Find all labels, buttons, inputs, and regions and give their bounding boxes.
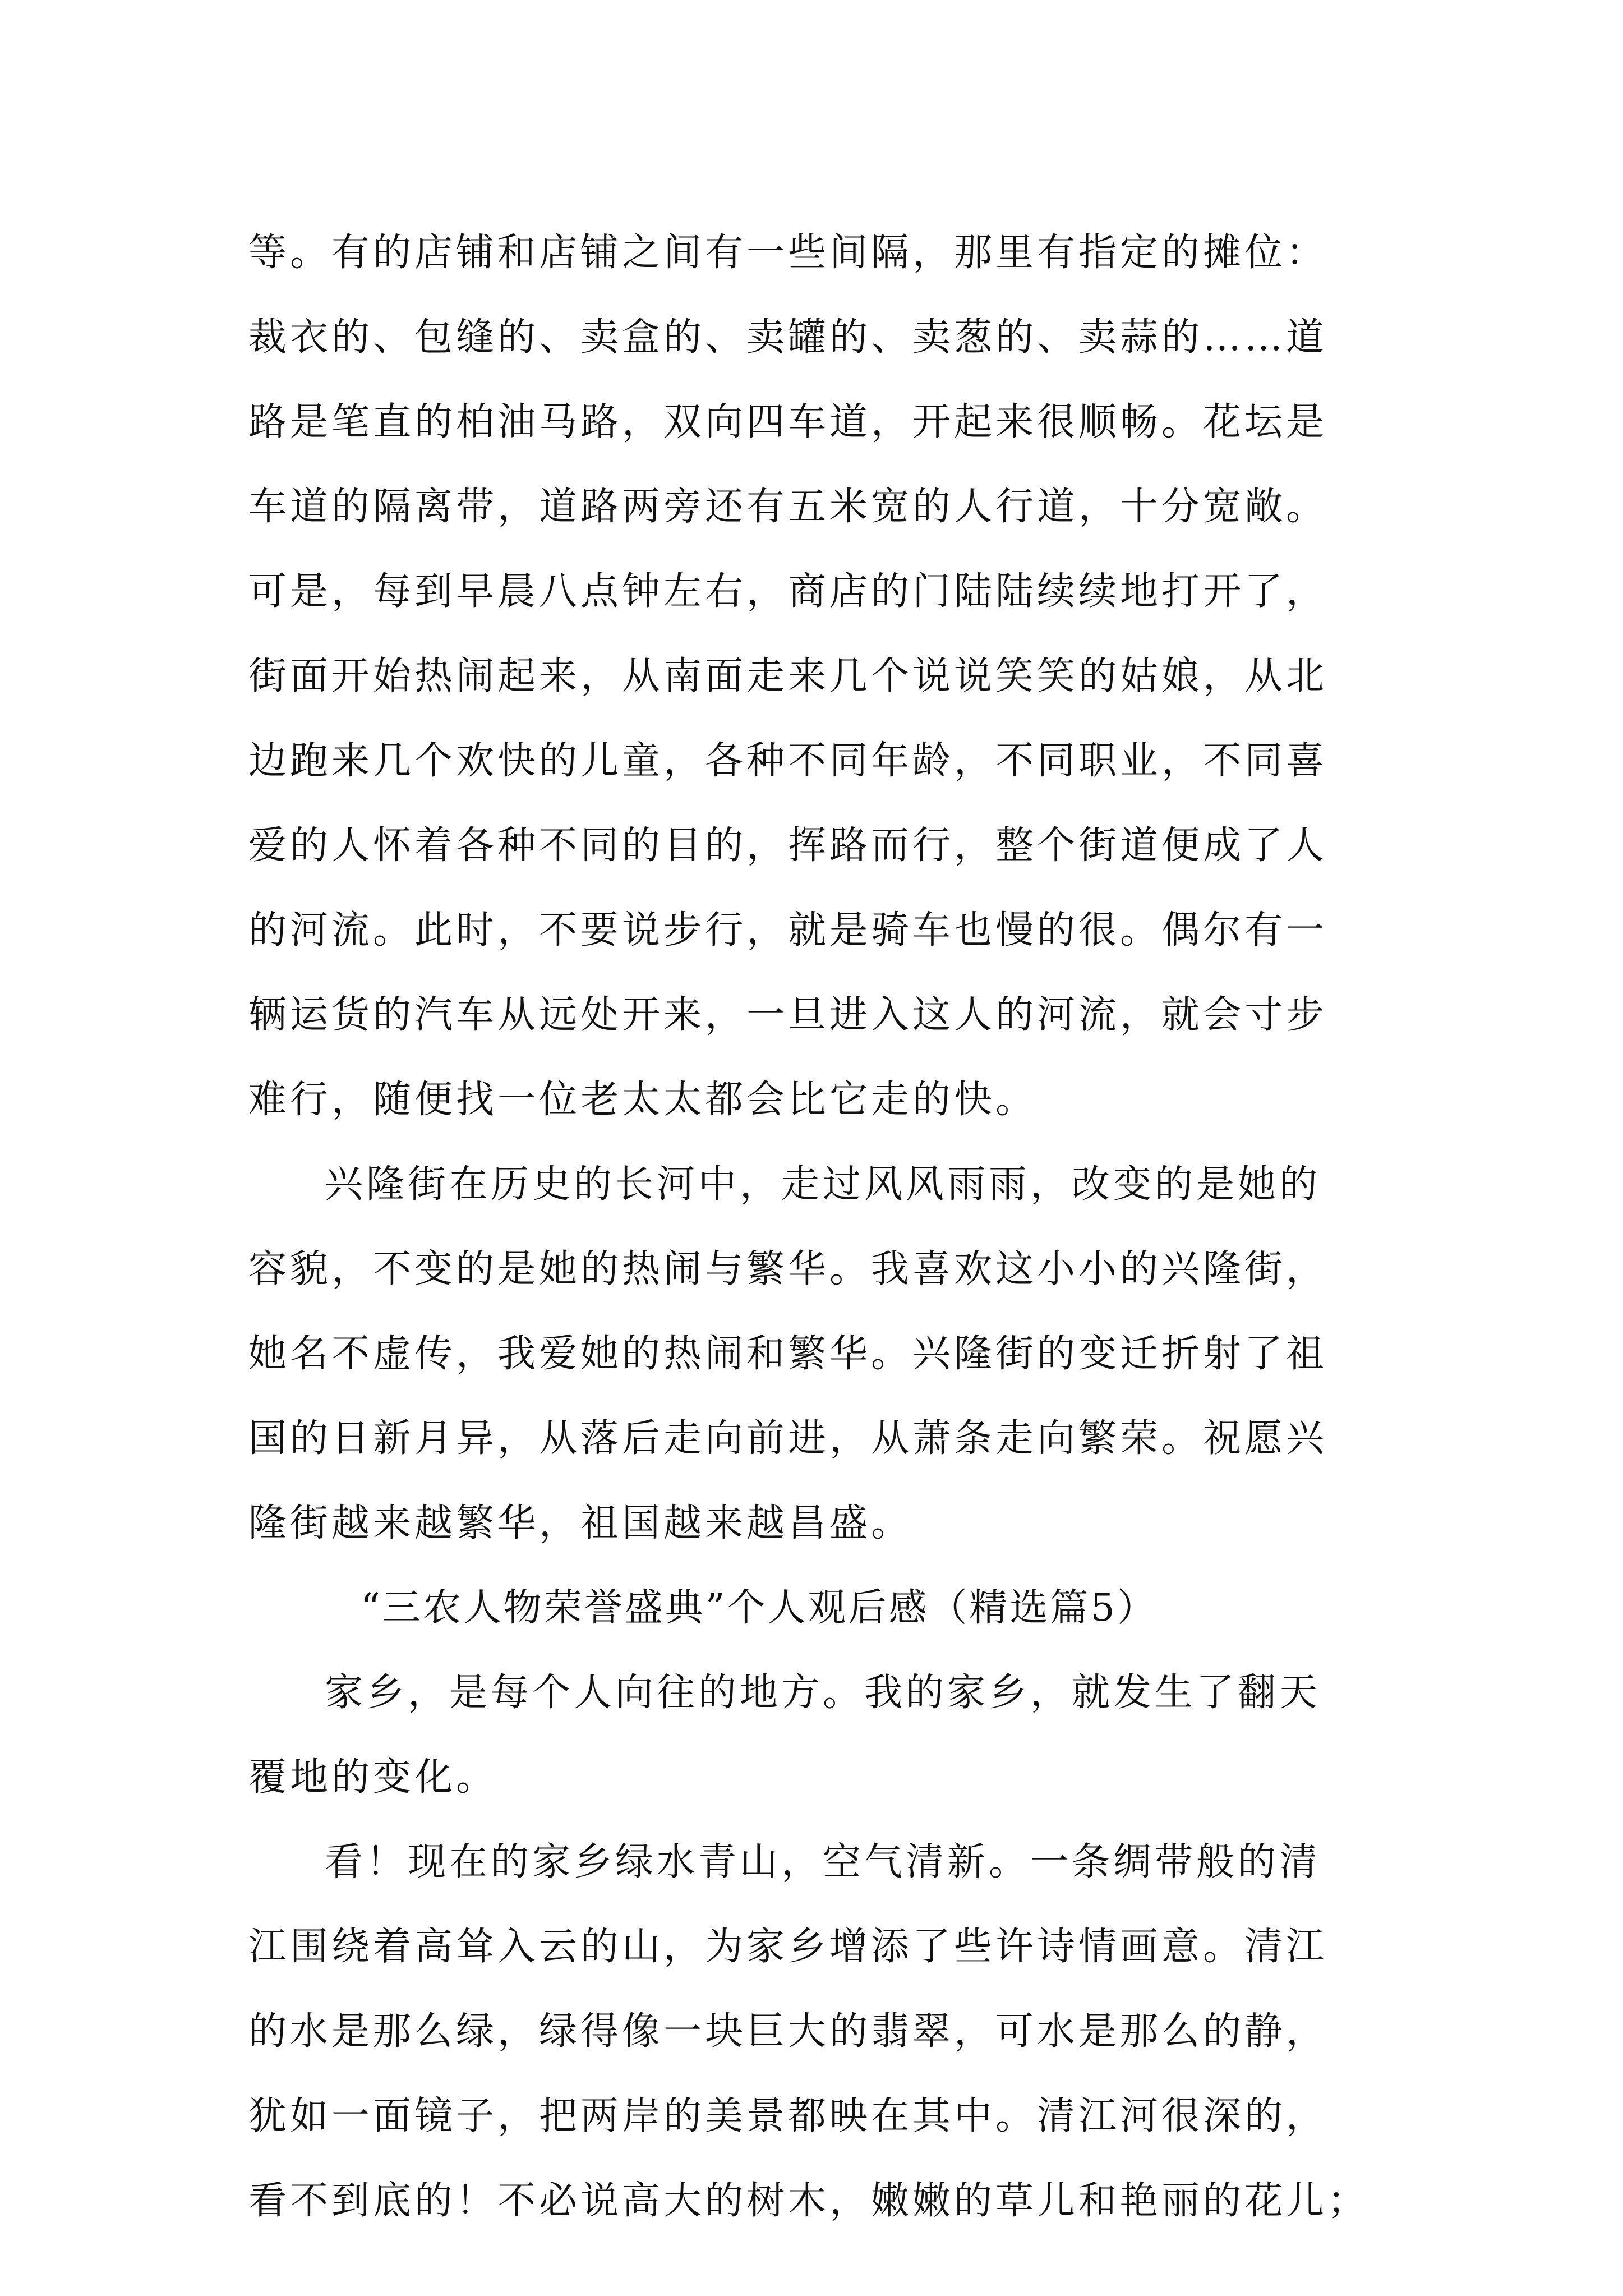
text-line: 辆运货的汽车从远处开来，一旦进入这人的河流，就会寸步 (248, 993, 1328, 1037)
text-line: 隆街越来越繁华，祖国越来越昌盛。 (248, 1501, 913, 1545)
text-line: 覆地的变化。 (248, 1755, 498, 1800)
section-heading: “三农人物荣誉盛典”个人观后感（精选篇5） (361, 1586, 1158, 1630)
text-line: 等。有的店铺和店铺之间有一些间隔，那里有指定的摊位： (248, 231, 1328, 275)
text-line: 车道的隔离带，道路两旁还有五米宽的人行道，十分宽敞。 (248, 485, 1328, 529)
text-line: 的河流。此时，不要说步行，就是骑车也慢的很。偶尔有一 (248, 908, 1328, 953)
text-line: 街面开始热闹起来，从南面走来几个说说笑笑的姑娘，从北 (248, 654, 1328, 698)
text-line: 爱的人怀着各种不同的目的，挥路而行，整个街道便成了人 (248, 823, 1328, 868)
text-line: 看不到底的！不必说高大的树木，嫩嫩的草儿和艳丽的花儿； (248, 2179, 1370, 2223)
body-text (248, 210, 1393, 2243)
paragraph-start-line: 看！现在的家乡绿水青山，空气清新。一条绸带般的清 (325, 1840, 1321, 1884)
text-line: 裁衣的、包缝的、卖盒的、卖罐的、卖葱的、卖蒜的……道 (248, 315, 1328, 360)
text-line: 容貌，不变的是她的热闹与繁华。我喜欢这小小的兴隆街， (248, 1247, 1328, 1291)
text-line: 难行，随便找一位老太太都会比它走的快。 (248, 1078, 1038, 1122)
paragraph-start-line: 家乡，是每个人向往的地方。我的家乡，就发生了翻天 (325, 1671, 1321, 1715)
paragraph-start-line: 兴隆街在历史的长河中，走过风风雨雨，改变的是她的 (325, 1162, 1321, 1207)
text-line: 的水是那么绿，绿得像一块巨大的翡翠，可水是那么的静， (248, 2009, 1328, 2054)
text-line: 江围绕着高耸入云的山，为家乡增添了些许诗情画意。清江 (248, 1925, 1328, 1969)
text-line: 路是笔直的柏油马路，双向四车道，开起来很顺畅。花坛是 (248, 400, 1328, 444)
text-line: 她名不虚传，我爱她的热闹和繁华。兴隆街的变迁折射了祖 (248, 1332, 1328, 1376)
text-line: 可是，每到早晨八点钟左右，商店的门陆陆续续地打开了， (248, 569, 1328, 614)
text-line: 国的日新月异，从落后走向前进，从萧条走向繁荣。祝愿兴 (248, 1416, 1328, 1461)
text-line: 边跑来几个欢快的儿童，各种不同年龄，不同职业，不同喜 (248, 739, 1328, 783)
text-line: 犹如一面镜子，把两岸的美景都映在其中。清江河很深的， (248, 2094, 1328, 2138)
